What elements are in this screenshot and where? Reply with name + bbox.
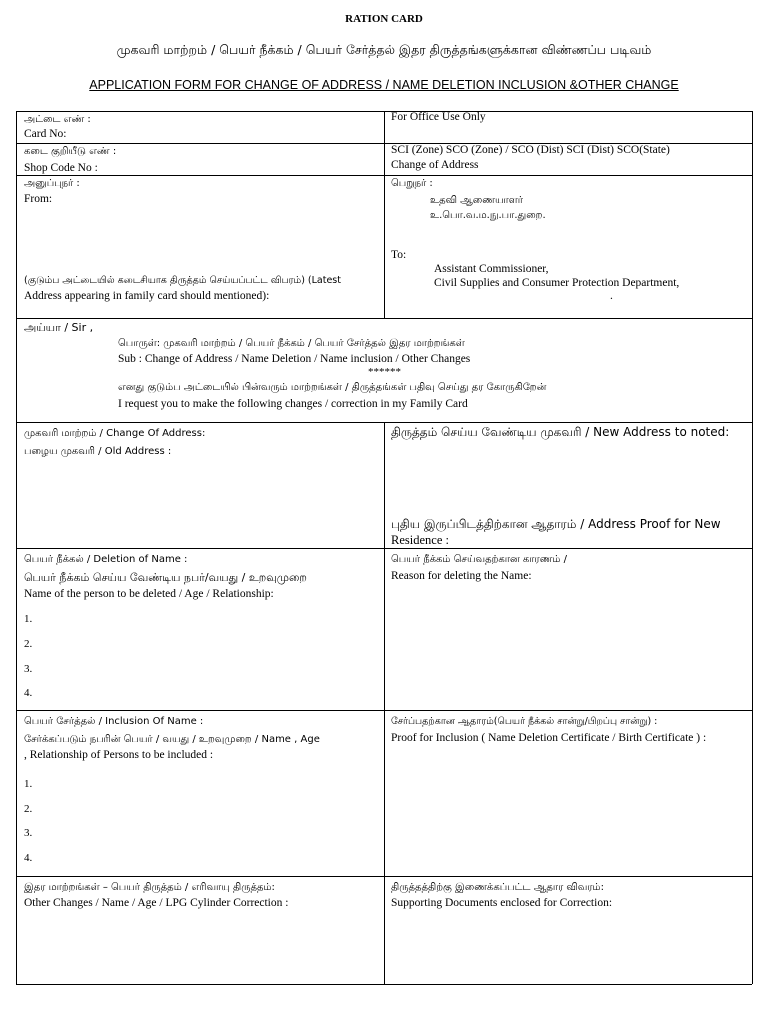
inclusion-number: 3. [24, 827, 33, 839]
from-tamil-label: அனுப்புநர் : [24, 178, 80, 189]
old-address-label: பழைய முகவரி / Old Address : [24, 446, 172, 457]
inclusion-number: 1. [24, 778, 33, 790]
supporting-docs-tamil: திருத்தத்திற்கு இணைக்கப்பட்ட ஆதார விவரம்: [391, 882, 604, 893]
reason-en-label: Reason for deleting the Name: [391, 570, 532, 582]
column-divider [384, 422, 385, 984]
department-en: Civil Supplies and Consumer Protection Department, [434, 277, 680, 289]
request-tamil: எனது குடும்ப அட்டையில் பின்வரும் மாற்றங்கள் / திருத்தங்கள் பதிவு செய்து தர கோருகிறேன் [118, 382, 547, 393]
table-border-right [752, 111, 753, 984]
sci-line: SCI (Zone) SCO (Zone) / SCO (Dist) SCI (Dist) SCO(State) [391, 144, 670, 156]
assistant-commissioner-tamil: உதவி ஆணையாளர் [430, 195, 524, 206]
inclusion-number: 2. [24, 803, 33, 815]
subject-en: Sub : Change of Address / Name Deletion / Name inclusion / Other Changes [118, 353, 471, 365]
to-label: To: [391, 249, 407, 261]
inclusion-proof-tamil: சேர்ப்பதற்கான ஆதாரம்(பெயர் நீக்கல் சான்று/பிறப்பு சான்று) : [391, 716, 658, 727]
inclusion-number: 4. [24, 852, 33, 864]
to-tamil-label: பெறுநர் : [391, 178, 433, 189]
other-changes-en: Other Changes / Name / Age / LPG Cylinder Correction : [24, 897, 289, 909]
trailing-dot: . [610, 290, 613, 302]
shop-code-label: Shop Code No : [24, 162, 98, 174]
deletion-number: 4. [24, 687, 33, 699]
address-proof-residence: Residence : [391, 533, 449, 547]
other-changes-tamil: இதர மாற்றங்கள் – பெயர் திருத்தம் / எரிவாயு திருத்தம்: [24, 882, 275, 893]
deletion-of-name-label: பெயர் நீக்கல் / Deletion of Name : [24, 554, 188, 565]
form-title: RATION CARD [345, 13, 423, 25]
table-border-left [16, 111, 17, 984]
reason-tamil-label: பெயர் நீக்கம் செய்வதற்கான காரணம் / [391, 554, 568, 565]
deletion-number: 2. [24, 638, 33, 650]
office-use-label: For Office Use Only [391, 111, 486, 123]
row-divider [16, 318, 752, 319]
inclusion-line-2: , Relationship of Persons to be included : [24, 749, 214, 761]
deletion-en-label: Name of the person to be deleted / Age / Relationship: [24, 588, 274, 600]
inclusion-proof-en: Proof for Inclusion ( Name Deletion Certificate / Birth Certificate ) : [391, 732, 707, 744]
separator-stars: ****** [368, 366, 401, 378]
table-border-bottom [16, 984, 752, 985]
deletion-number: 1. [24, 613, 33, 625]
new-address-label: திருத்தம் செய்ய வேண்டிய முகவரி / New Address to noted: [391, 425, 730, 439]
assistant-commissioner-en: Assistant Commissioner, [434, 263, 549, 275]
card-no-label: Card No: [24, 128, 67, 140]
card-no-tamil-label: அட்டை எண் : [24, 114, 91, 125]
request-en: I request you to make the following changes / correction in my Family Card [118, 398, 468, 410]
form-subtitle-tamil: முகவரி மாற்றம் / பெயர் நீக்கம் / பெயர் சேர்த்தல் இதர திருத்தங்களுக்கான விண்ணப்ப படிவம் [116, 42, 652, 57]
shop-code-tamil-label: கடை குறியீடு எண் : [24, 146, 117, 157]
inclusion-line-1: சேர்க்கப்படும் நபரின் பெயர் / வயது / உறவுமுறை / Name , Age [24, 734, 320, 745]
from-label: From: [24, 193, 53, 205]
latest-address-en: Address appearing in family card should mentioned): [24, 290, 270, 302]
column-divider [384, 111, 385, 318]
supporting-docs-en: Supporting Documents enclosed for Correction: [391, 897, 613, 909]
subject-tamil: பொருள்: முகவரி மாற்றம் / பெயர் நீக்கம் / பெயர் சேர்த்தல் இதர மாற்றங்கள் [118, 338, 465, 349]
deletion-tamil-label: பெயர் நீக்கம் செய்ய வேண்டிய நபர்/வயது / உறவுமுறை [24, 571, 307, 584]
address-proof-label: புதிய இருப்பிடத்திற்கான ஆதாரம் / Address Proof for New [391, 517, 721, 531]
inclusion-of-name-label: பெயர் சேர்த்தல் / Inclusion Of Name : [24, 716, 204, 727]
change-of-address-office: Change of Address [391, 159, 479, 171]
sir-salutation: அய்யா / Sir , [24, 321, 94, 334]
form-heading: APPLICATION FORM FOR CHANGE OF ADDRESS / NAME DELETION INCLUSION &OTHER CHANGE [89, 78, 679, 92]
deletion-number: 3. [24, 663, 33, 675]
change-of-address-label: முகவரி மாற்றம் / Change Of Address: [24, 428, 206, 439]
department-tamil: உ.பொ.வ.ம.நு.பா.துறை. [430, 210, 546, 221]
latest-address-tamil: (குடும்ப அட்டையில் கடைசியாக திருத்தம் செய்யப்பட்ட விபரம்) (Latest [24, 275, 341, 286]
